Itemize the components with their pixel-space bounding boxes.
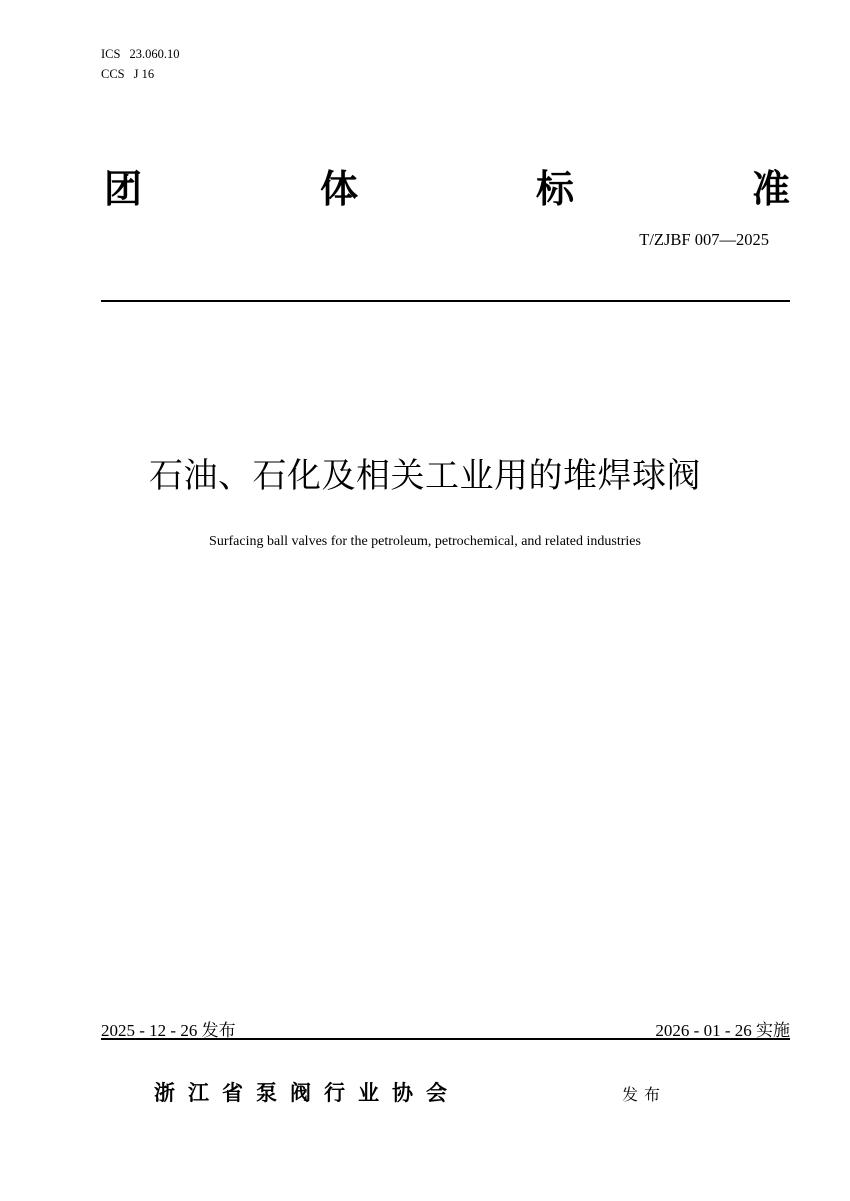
ccs-row <box>101 64 188 84</box>
category-char: 体 <box>319 165 358 211</box>
ccs-value: J 16 <box>133 67 155 81</box>
ics-label: ICS <box>101 47 121 61</box>
ics-value: 23.060.10 <box>129 47 180 61</box>
title-english: Surfacing ball valves for the petroleum, petrochemical, and related industries <box>209 534 641 549</box>
ccs-label: CCS <box>101 67 125 81</box>
standard-number: T/ZJBF 007—2025 <box>639 230 769 249</box>
category-char: 准 <box>751 165 790 211</box>
category-char: 团 <box>104 165 143 211</box>
issued-by-label: 发布 <box>622 1085 667 1104</box>
ics-row <box>101 44 188 64</box>
implementation-date: 2026 - 01 - 26 实施 <box>655 1021 790 1040</box>
issuing-organization: 浙江省泵阀行业协会 <box>154 1080 460 1105</box>
category-char: 标 <box>535 165 574 211</box>
top-divider <box>101 300 790 302</box>
issue-date: 2025 - 12 - 26 发布 <box>101 1021 236 1040</box>
title-chinese: 石油、石化及相关工业用的堆焊球阀 <box>149 456 701 496</box>
standard-category <box>104 160 790 210</box>
bottom-divider <box>101 1038 790 1040</box>
classification-codes <box>101 44 188 84</box>
